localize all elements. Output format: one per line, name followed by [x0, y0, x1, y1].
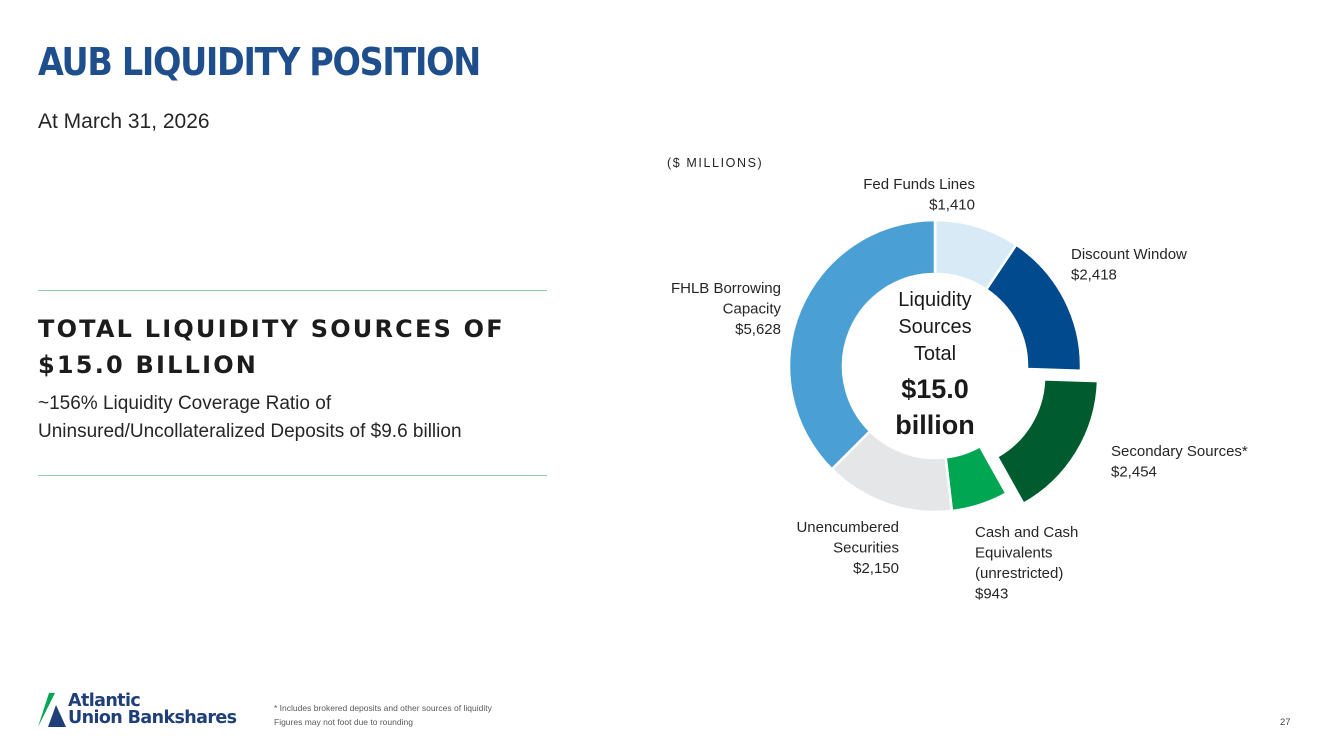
page-subtitle: At March 31, 2026	[38, 110, 210, 133]
page-number: 27	[1280, 717, 1291, 728]
slice-label-fhlb-borrowing-capacity: FHLB Borrowing Capacity $5,628	[670, 280, 781, 338]
slice-label-cash-and-cash-equivalents-unrestricted: Cash and Cash Equivalents (unrestricted) $943	[975, 524, 1079, 603]
slice-label-discount-window: Discount Window $2,418	[1071, 246, 1187, 284]
slice-secondary-sources	[997, 379, 1098, 503]
footnote-rounding: Figures may not foot due to rounding	[274, 717, 413, 727]
slice-label-unencumbered-securities: Unencumbered Securities $2,150	[796, 519, 899, 577]
liquidity-headline: TOTAL LIQUIDITY SOURCES OF $15.0 BILLION	[38, 315, 505, 379]
units-label: ($ MILLIONS)	[667, 156, 764, 170]
slice-label-fed-funds-lines: Fed Funds Lines $1,410	[863, 176, 975, 214]
donut-center-label: Liquidity Sources Total $15.0 billion	[895, 289, 975, 440]
coverage-ratio-text: ~156% Liquidity Coverage Ratio of Uninsured/Uncollateralized Deposits of $9.6 billion	[38, 393, 462, 442]
logo-mountain-icon	[38, 693, 66, 727]
footnote-brokered: * Includes brokered deposits and other sources of liquidity	[274, 703, 492, 713]
logo-text-line2: Union Bankshares	[68, 708, 237, 728]
logo-text-line1: Atlantic	[68, 691, 141, 711]
page-title: AUB LIQUIDITY POSITION	[38, 40, 480, 84]
slice-label-secondary-sources: Secondary Sources* $2,454	[1111, 443, 1248, 481]
